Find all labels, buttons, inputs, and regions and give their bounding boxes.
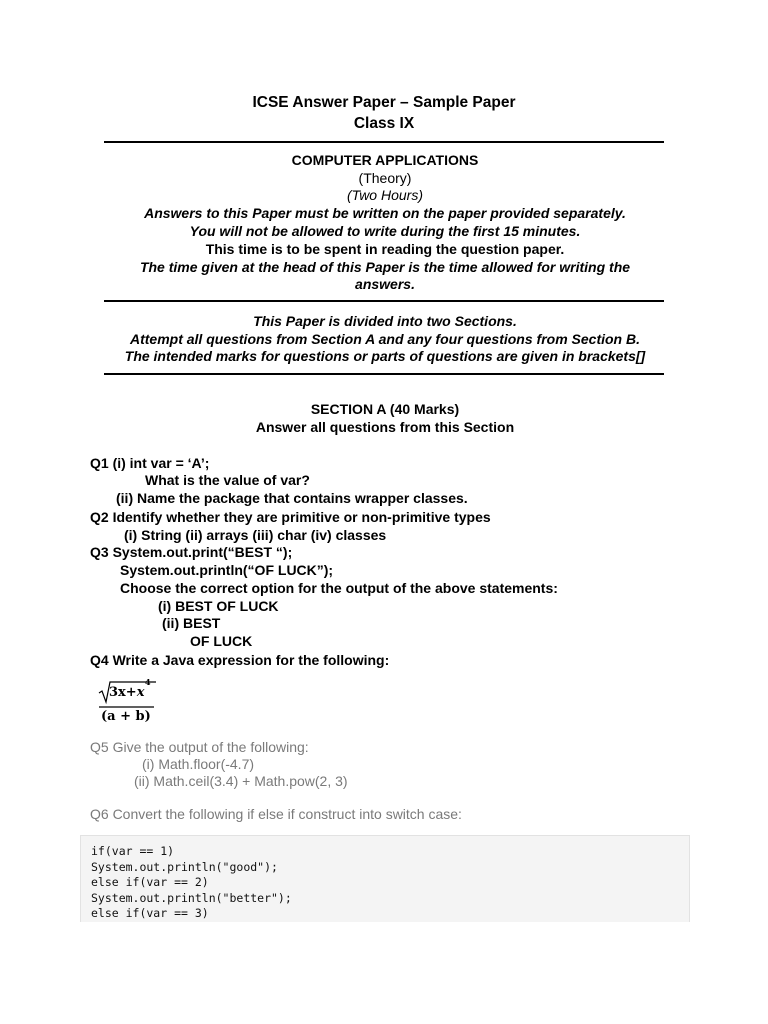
code-block <box>80 835 690 922</box>
divider <box>104 300 664 302</box>
section-a-subheading: Answer all questions from this Section <box>255 419 515 435</box>
section-a-heading: SECTION A (40 Marks) <box>310 401 460 417</box>
instruction-line: Answers to this Paper must be written on the paper provided separately. <box>144 205 626 221</box>
question-q5: Q5 Give the output of the following: <box>90 739 309 755</box>
question-q3-option-1: (i) BEST OF LUCK <box>158 598 279 614</box>
paper-title: ICSE Answer Paper – Sample Paper <box>252 94 516 111</box>
question-q3-option-2: (ii) BEST <box>162 615 221 631</box>
question-q1-ii: (ii) Name the package that contains wrapper classes. <box>116 490 468 506</box>
duration-label: (Two Hours) <box>347 187 423 203</box>
code-line: if(var == 1) <box>91 844 175 858</box>
question-q6: Q6 Convert the following if else if construct into switch case: <box>90 806 462 822</box>
divider <box>104 141 664 143</box>
sections-note-line: This Paper is divided into two Sections. <box>253 313 517 329</box>
question-q4: Q4 Write a Java expression for the following: <box>90 652 390 668</box>
question-q2: Q2 Identify whether they are primitive or non-primitive types <box>90 509 491 525</box>
theory-label: (Theory) <box>358 170 412 186</box>
subject-heading: COMPUTER APPLICATIONS <box>291 152 479 168</box>
question-q3-option-2-cont: OF LUCK <box>190 633 253 649</box>
code-line: else if(var == 3) <box>91 906 209 920</box>
instruction-line: This time is to be spent in reading the question paper. <box>205 241 565 257</box>
question-q3-line1: Q3 System.out.print(“BEST “); <box>90 544 293 560</box>
code-line: System.out.println("good"); <box>91 859 278 874</box>
question-q3-prompt: Choose the correct option for the output of the above statements: <box>120 580 558 596</box>
expression-denominator: (a + b) <box>101 709 151 724</box>
divider <box>104 373 664 375</box>
question-q1-i: Q1 (i) int var = ‘A’; <box>90 455 210 471</box>
expression-numerator: 3x+x <box>109 685 145 700</box>
question-q5-part-i: (i) Math.floor(-4.7) <box>142 756 255 772</box>
class-label: Class IX <box>353 115 415 132</box>
code-line: System.out.println("better"); <box>91 890 292 905</box>
sections-note-line: The intended marks for questions or parts of questions are given in brackets[] <box>124 348 646 364</box>
question-q3-line2: System.out.println(“OF LUCK”); <box>120 562 334 578</box>
code-line: else if(var == 2) <box>91 875 209 889</box>
instruction-line: The time given at the head of this Paper is the time allowed for writing the <box>139 259 631 275</box>
math-expression <box>98 678 154 726</box>
instruction-line: answers. <box>355 276 415 292</box>
question-q1-i-prompt: What is the value of var? <box>145 472 310 488</box>
instruction-line: You will not be allowed to write during the first 15 minutes. <box>189 223 581 239</box>
sections-note-line: Attempt all questions from Section A and any four questions from Section B. <box>129 331 640 347</box>
expression-exponent: 4 <box>145 677 151 687</box>
question-q2-options: (i) String (ii) arrays (iii) char (iv) classes <box>124 527 387 543</box>
question-q5-part-ii: (ii) Math.ceil(3.4) + Math.pow(2, 3) <box>134 773 348 789</box>
